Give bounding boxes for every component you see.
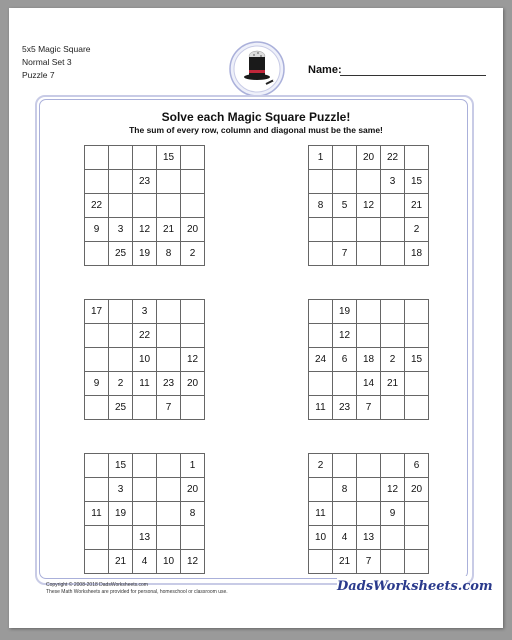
puzzle-row (85, 348, 205, 372)
puzzle-cell: 19 (133, 242, 157, 266)
puzzle-cell-empty[interactable] (309, 170, 333, 194)
puzzle-row (85, 478, 205, 502)
puzzle-cell: 4 (333, 526, 357, 550)
footer-note: These Math Worksheets are provided for personal, homeschool or classroom use. (46, 589, 228, 595)
puzzle-cell-empty[interactable] (109, 194, 133, 218)
puzzle-cell: 7 (333, 242, 357, 266)
puzzle-cell: 13 (133, 526, 157, 550)
puzzle-cell-empty[interactable] (309, 372, 333, 396)
puzzle-cell: 1 (181, 454, 205, 478)
puzzle-cell: 3 (109, 218, 133, 242)
puzzle-row (85, 454, 205, 478)
dadsworksheets-logo[interactable]: DadsWorksheets.com (337, 576, 467, 598)
puzzle-cell: 12 (181, 550, 205, 574)
puzzle-cell: 3 (133, 300, 157, 324)
puzzle-cell-empty[interactable] (109, 300, 133, 324)
puzzle-cell: 7 (357, 396, 381, 420)
puzzle-cell: 2 (181, 242, 205, 266)
puzzle-row (85, 550, 205, 574)
puzzle-cell: 2 (381, 348, 405, 372)
puzzle-row (309, 146, 429, 170)
puzzle-row (309, 300, 429, 324)
puzzle-cell: 24 (309, 348, 333, 372)
puzzle-cell: 22 (85, 194, 109, 218)
puzzle-cell-empty[interactable] (357, 170, 381, 194)
puzzle-cell-empty[interactable] (309, 242, 333, 266)
puzzle-cell-empty[interactable] (405, 300, 429, 324)
puzzle-cell-empty[interactable] (357, 300, 381, 324)
puzzle-row (85, 146, 205, 170)
puzzle-cell: 9 (85, 372, 109, 396)
puzzle-cell-empty[interactable] (381, 550, 405, 574)
puzzle-cell: 21 (157, 218, 181, 242)
footer-text (46, 582, 228, 596)
puzzle-cell: 12 (181, 348, 205, 372)
puzzle-cell-empty[interactable] (133, 502, 157, 526)
puzzle-cell: 2 (109, 372, 133, 396)
puzzle-cell-empty[interactable] (181, 194, 205, 218)
puzzle-row (85, 218, 205, 242)
puzzle-cell: 11 (309, 396, 333, 420)
puzzle-cell-empty[interactable] (405, 526, 429, 550)
puzzle-cell-empty[interactable] (157, 478, 181, 502)
puzzle-cell: 21 (109, 550, 133, 574)
puzzle-cell-empty[interactable] (85, 348, 109, 372)
puzzle-cell-empty[interactable] (333, 170, 357, 194)
puzzle-cell: 23 (333, 396, 357, 420)
puzzle-cell: 14 (357, 372, 381, 396)
puzzle-cell: 22 (381, 146, 405, 170)
puzzle-cell-empty[interactable] (381, 242, 405, 266)
puzzle-row (85, 502, 205, 526)
puzzle-row (85, 170, 205, 194)
puzzle-cell: 10 (309, 526, 333, 550)
puzzle-row (309, 218, 429, 242)
puzzle-cell-empty[interactable] (133, 454, 157, 478)
puzzle-cell-empty[interactable] (157, 348, 181, 372)
puzzle-cell-empty[interactable] (309, 550, 333, 574)
puzzle-cell: 11 (85, 502, 109, 526)
name-field[interactable] (308, 64, 486, 76)
puzzle-cell: 20 (405, 478, 429, 502)
puzzle-cell: 3 (109, 478, 133, 502)
puzzle-cell-empty[interactable] (309, 218, 333, 242)
puzzle-cell: 12 (357, 194, 381, 218)
puzzle-cell-empty[interactable] (85, 324, 109, 348)
puzzle-cell: 10 (133, 348, 157, 372)
puzzle-cell-empty[interactable] (157, 324, 181, 348)
magic-square-puzzle-3 (84, 299, 205, 420)
puzzle-cell: 11 (309, 502, 333, 526)
puzzle-cell: 15 (405, 348, 429, 372)
puzzle-cell: 17 (85, 300, 109, 324)
puzzle-cell: 18 (357, 348, 381, 372)
puzzle-cell: 8 (157, 242, 181, 266)
puzzle-cell-empty[interactable] (85, 478, 109, 502)
puzzle-row (309, 526, 429, 550)
puzzle-cell: 6 (333, 348, 357, 372)
puzzle-cell: 20 (181, 218, 205, 242)
puzzle-cell-empty[interactable] (381, 300, 405, 324)
magic-square-puzzle-2 (308, 145, 429, 266)
puzzle-cell: 7 (357, 550, 381, 574)
puzzle-cell-empty[interactable] (157, 300, 181, 324)
puzzle-cell: 12 (133, 218, 157, 242)
instructions-title: Solve each Magic Square Puzzle! (161, 110, 351, 124)
puzzle-cell-empty[interactable] (357, 218, 381, 242)
meta-line: Normal Set 3 (22, 57, 72, 67)
puzzle-cell-empty[interactable] (157, 502, 181, 526)
puzzle-row (309, 242, 429, 266)
puzzle-cell: 8 (309, 194, 333, 218)
puzzle-cell-empty[interactable] (109, 348, 133, 372)
puzzle-row (309, 170, 429, 194)
magic-top-hat-icon (228, 40, 286, 98)
puzzle-cell: 23 (133, 170, 157, 194)
puzzle-cell-empty[interactable] (85, 146, 109, 170)
puzzle-cell-empty[interactable] (133, 396, 157, 420)
puzzle-row (85, 526, 205, 550)
puzzle-cell-empty[interactable] (85, 550, 109, 574)
puzzle-cell: 25 (109, 242, 133, 266)
puzzle-cell-empty[interactable] (85, 170, 109, 194)
puzzle-cell-empty[interactable] (333, 454, 357, 478)
puzzle-row (309, 348, 429, 372)
meta-line: 5x5 Magic Square (22, 44, 91, 54)
puzzle-cell: 4 (133, 550, 157, 574)
puzzle-cell: 6 (405, 454, 429, 478)
puzzle-cell-empty[interactable] (157, 170, 181, 194)
puzzle-cell-empty[interactable] (85, 454, 109, 478)
magic-square-puzzle-4 (308, 299, 429, 420)
puzzle-cell-empty[interactable] (405, 324, 429, 348)
puzzle-row (309, 478, 429, 502)
puzzle-cell: 19 (109, 502, 133, 526)
puzzle-row (85, 194, 205, 218)
puzzle-cell: 8 (181, 502, 205, 526)
puzzle-row (309, 550, 429, 574)
puzzle-cell-empty[interactable] (109, 526, 133, 550)
puzzle-cell: 15 (109, 454, 133, 478)
puzzle-cell: 21 (333, 550, 357, 574)
puzzle-row (85, 242, 205, 266)
puzzle-row (85, 300, 205, 324)
puzzle-row (309, 396, 429, 420)
puzzle-cell: 20 (181, 478, 205, 502)
puzzle-cell: 8 (333, 478, 357, 502)
puzzle-cell-empty[interactable] (181, 526, 205, 550)
puzzle-cell-empty[interactable] (181, 324, 205, 348)
puzzle-cell-empty[interactable] (309, 300, 333, 324)
puzzle-cell: 10 (157, 550, 181, 574)
puzzle-cell: 22 (133, 324, 157, 348)
puzzle-cell: 9 (381, 502, 405, 526)
puzzle-cell-empty[interactable] (405, 502, 429, 526)
puzzle-cell-empty[interactable] (405, 550, 429, 574)
puzzle-cell-empty[interactable] (357, 502, 381, 526)
puzzle-cell: 5 (333, 194, 357, 218)
puzzle-cell-empty[interactable] (109, 324, 133, 348)
puzzle-cell-empty[interactable] (133, 478, 157, 502)
puzzle-cell: 2 (405, 218, 429, 242)
puzzle-row (85, 372, 205, 396)
footer-copyright: Copyright © 2008-2018 DadsWorksheets.com (46, 582, 148, 588)
puzzle-cell-empty[interactable] (333, 502, 357, 526)
puzzle-row (309, 194, 429, 218)
meta-line: Puzzle 7 (22, 70, 55, 80)
puzzle-cell-empty[interactable] (381, 454, 405, 478)
puzzle-cell-empty[interactable] (181, 300, 205, 324)
puzzle-cell-empty[interactable] (405, 396, 429, 420)
puzzle-cell: 1 (309, 146, 333, 170)
puzzle-cell: 7 (157, 396, 181, 420)
puzzle-cell-empty[interactable] (381, 194, 405, 218)
puzzle-row (309, 372, 429, 396)
puzzle-cell-empty[interactable] (157, 526, 181, 550)
puzzle-cell: 9 (85, 218, 109, 242)
name-label: Name: (308, 64, 342, 76)
puzzle-cell-empty[interactable] (133, 194, 157, 218)
puzzle-cell: 23 (157, 372, 181, 396)
magic-square-puzzle-6 (308, 453, 429, 574)
puzzle-cell-empty[interactable] (309, 324, 333, 348)
puzzle-cell-empty[interactable] (357, 454, 381, 478)
puzzle-cell: 21 (405, 194, 429, 218)
puzzle-cell-empty[interactable] (333, 218, 357, 242)
puzzle-cell: 18 (405, 242, 429, 266)
puzzle-cell-empty[interactable] (181, 396, 205, 420)
puzzle-cell-empty[interactable] (157, 194, 181, 218)
puzzle-cell: 25 (109, 396, 133, 420)
puzzle-cell: 15 (405, 170, 429, 194)
puzzle-cell-empty[interactable] (333, 372, 357, 396)
worksheet-meta (22, 43, 91, 82)
puzzle-cell-empty[interactable] (85, 396, 109, 420)
puzzle-cell: 21 (381, 372, 405, 396)
puzzle-cell: 19 (333, 300, 357, 324)
puzzle-cell-empty[interactable] (357, 242, 381, 266)
puzzle-cell-empty[interactable] (109, 146, 133, 170)
puzzle-cell-empty[interactable] (157, 454, 181, 478)
puzzle-cell-empty[interactable] (309, 478, 333, 502)
puzzle-cell-empty[interactable] (109, 170, 133, 194)
puzzle-cell-empty[interactable] (181, 146, 205, 170)
puzzle-row (309, 454, 429, 478)
puzzle-cell: 20 (181, 372, 205, 396)
puzzle-cell-empty[interactable] (357, 324, 381, 348)
puzzle-cell-empty[interactable] (405, 372, 429, 396)
puzzle-row (309, 324, 429, 348)
puzzle-row (85, 396, 205, 420)
puzzle-cell: 11 (133, 372, 157, 396)
puzzle-cell: 2 (309, 454, 333, 478)
puzzle-cell: 12 (333, 324, 357, 348)
puzzle-cell-empty[interactable] (85, 242, 109, 266)
puzzle-cell-empty[interactable] (405, 146, 429, 170)
puzzle-cell-empty[interactable] (85, 526, 109, 550)
puzzle-cell-empty[interactable] (381, 324, 405, 348)
puzzle-cell-empty[interactable] (381, 526, 405, 550)
puzzle-cell-empty[interactable] (357, 478, 381, 502)
puzzle-cell: 3 (381, 170, 405, 194)
puzzle-cell-empty[interactable] (133, 146, 157, 170)
puzzle-row (85, 324, 205, 348)
puzzle-cell-empty[interactable] (333, 146, 357, 170)
puzzle-cell-empty[interactable] (381, 218, 405, 242)
puzzle-row (309, 502, 429, 526)
instructions-subtitle: The sum of every row, column and diagonal must be the same! (129, 125, 383, 135)
puzzle-cell: 13 (357, 526, 381, 550)
puzzle-cell: 15 (157, 146, 181, 170)
puzzle-cell-empty[interactable] (381, 396, 405, 420)
puzzle-cell-empty[interactable] (181, 170, 205, 194)
puzzle-cell: 12 (381, 478, 405, 502)
puzzle-cell: 20 (357, 146, 381, 170)
name-line (340, 75, 486, 76)
magic-square-puzzle-1 (84, 145, 205, 266)
magic-square-puzzle-5 (84, 453, 205, 574)
